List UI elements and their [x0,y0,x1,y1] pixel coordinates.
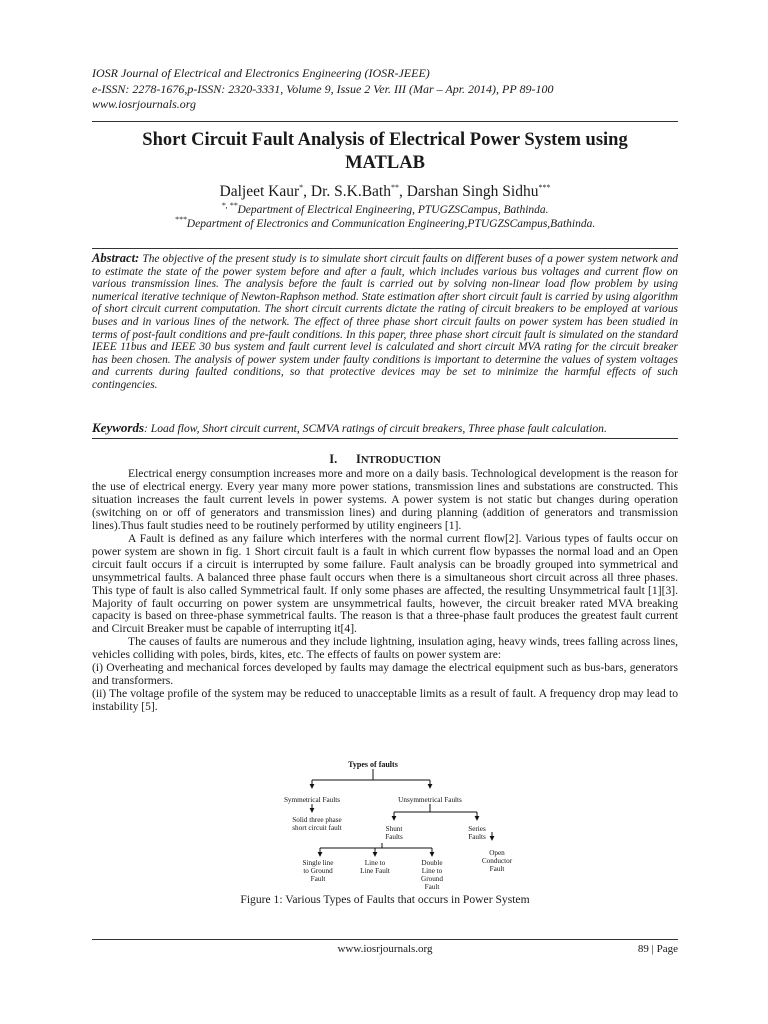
affiliation-2 [92,215,678,231]
journal-url: www.iosrjournals.org [92,97,197,111]
abstract-label: Abstract: [92,251,140,265]
author-separator: , [303,183,311,200]
section-number: I. [329,452,338,466]
title-line-1: Short Circuit Fault Analysis of Electrical Power System using [142,130,628,150]
paper-title [92,129,678,175]
shunt-label: Shunt [385,825,403,833]
footer-divider [92,939,678,940]
ll-label: Line Fault [360,867,390,875]
header-divider [92,121,678,122]
author-name: Dr. S.K.Bath [310,183,391,200]
open-conductor-label: Open [489,849,505,857]
author-separator: , [398,183,407,200]
solid-fault-label: short circuit fault [292,824,342,832]
affiliation-mark: *, ** [221,201,238,211]
author-name: Daljeet Kaur [219,183,300,200]
author-mark: *** [538,182,551,192]
paragraph: A Fault is defined as any failure which interferes with the normal current flow[2]. Various types of faults occur on power system are shown in fig. 1 Short circuit fault is a fault in which current flow bypasses the normal load and an Open circuit fault occurs if a circuit is interrupted by some failure. Fault analysis can be broadly grouped into symmetrical and unsymmetrical faults. A balanced three phase fault occurs when there is a simultaneous short circuit across all three phases. This type of fault is also called Symmetrical fault. If only some phases are affected, the resulting Unsymmetrical fault [1][3]. Majority of fault occurring on power system are unsymmetrical faults, however, the circuit breaker rated MVA breaking capacity is based on three-phase symmetrical faults. The reason is that a three-phase fault produces the greatest fault current and Circuit Breaker must be capable of interrupting it[4]. [92,531,678,636]
footer-url: www.iosrjournals.org [337,943,433,955]
introduction-body [92,468,678,714]
slg-label: Single line [302,859,334,867]
symmetrical-label: Symmetrical Faults [283,796,341,804]
fault-types-diagram [272,758,532,890]
journal-header [92,66,692,113]
author-name: Darshan Singh Sidhu [406,183,539,200]
section-heading [92,452,678,467]
paragraph: The causes of faults are numerous and they include lightning, insulation aging, heavy winds, trees falling across lines, vehicles colliding with poles, birds, kites, etc. The effects of faults on power system are: [92,635,678,662]
author-list [92,182,678,201]
keywords-label: Keywords [92,420,144,435]
shunt-label: Faults [385,833,403,841]
open-conductor-label: Conductor [481,857,513,865]
journal-name: IOSR Journal of Electrical and Electronics Engineering (IOSR-JEEE) [92,66,430,80]
dlg-label: Fault [424,883,440,890]
page-number: 89 | Page [637,943,678,955]
affiliation-text: Department of Electrical Engineering, PTUGZSCampus, Bathinda. [237,204,549,216]
affiliation-mark: *** [174,215,187,225]
section-title-rest: NTRODUCTION [360,455,441,466]
author-mark: * [299,182,304,192]
slg-label: Fault [310,875,326,883]
unsymmetrical-label: Unsymmetrical Faults [398,796,462,804]
series-label: Faults [468,833,486,841]
keywords-text: : Load flow, Short circuit current, SCMVA ratings of circuit breakers, Three phase fault calculation. [144,422,607,435]
dlg-label: Double [421,859,443,867]
dlg-label: Line to [421,867,443,875]
abstract [92,252,678,392]
paragraph: Electrical energy consumption increases more and more on a daily basis. Technological development is the reason for the use of electrical energy. Every year many more power stations, transmission lines and substations are constructed. This situation increases the fault current levels in power systems. A power system is not static but changes during operation (switching on or off of generators and transmission lines) and during planning (addition of generators and transmission lines).Thus fault studies need to be routinely performed by utility engineers [1]. [92,467,678,532]
series-label: Series [468,825,486,833]
section-title-initial: I [355,452,361,466]
abstract-text: The objective of the present study is to simulate short circuit faults on different buses of a power system network and to estimate the state of the power system before and after a fault, which includes various bus voltages and current flow on various transmission lines. The analysis before the fault is carried out by solving non-linear load flow problem by using numerical iterative technique of Newton-Raphson method. State estimation after short circuit fault is carried by using algorithm of short circuit current computation. The short circuit currents dictate the rating of circuit breakers to be employed at various buses and in various lines of the network. The effect of three phase short circuit faults on power system has been studied in terms of post-fault conditions and pre-fault conditions. In this paper, three phase short circuit fault is simulated on the standard IEEE 11bus and IEEE 30 bus system and fault current level is calculated and short circuit MVA rating for the circuit breaker has been chosen. The analysis of power system under faulty conditions is important to determine the values of system voltages and currents during faulted conditions, so that protective devices may be set to minimize the harmful effects of such contingencies. [92,253,678,391]
solid-fault-label: Solid three phase [292,816,342,824]
dlg-label: Ground [421,875,443,883]
keywords [92,421,678,436]
title-line-2: MATLAB [345,153,425,173]
ll-label: Line to [364,859,386,867]
slg-label: to Ground [303,867,333,875]
journal-issn: e-ISSN: 2278-1676,p-ISSN: 2320-3331, Volume 9, Issue 2 Ver. III (Mar – Apr. 2014), PP 89-100 [92,81,554,96]
affiliation-text: Department of Electronics and Communication Engineering,PTUGZSCampus,Bathinda. [186,218,596,230]
author-mark: ** [390,182,399,192]
open-conductor-label: Fault [489,865,505,873]
paragraph: (ii) The voltage profile of the system may be reduced to unacceptable limits as a result of fault. A frequency drop may lead to instability [5]. [92,687,678,714]
figure-caption: Figure 1: Various Types of Faults that occurs in Power System [240,893,530,906]
paragraph: (i) Overheating and mechanical forces developed by faults may damage the electrical equipment such as bus-bars, generators and transformers. [92,661,678,688]
diagram-root-label: Types of faults [348,760,398,769]
